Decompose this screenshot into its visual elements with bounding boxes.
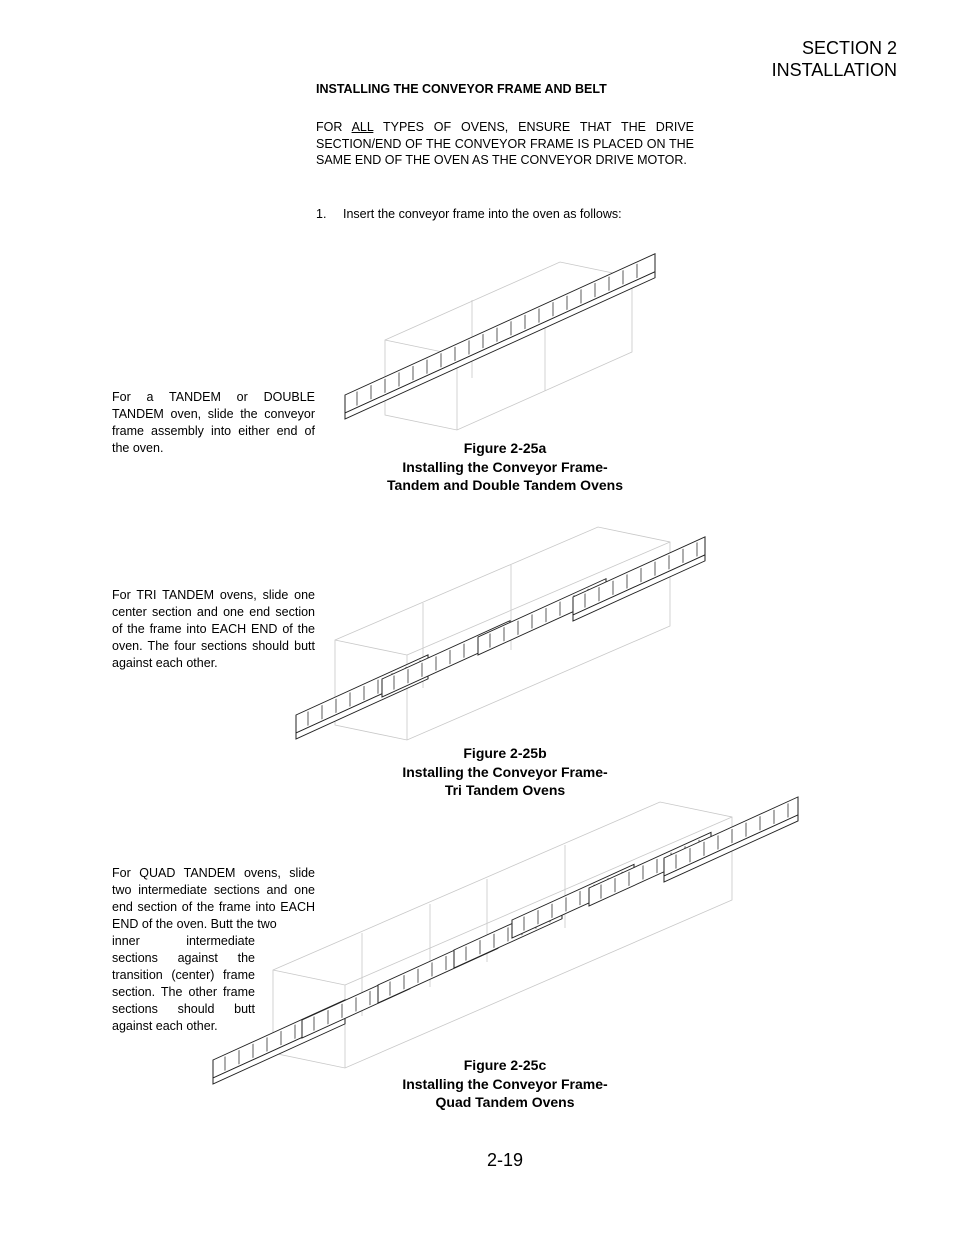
figure-caption-line: Installing the Conveyor Frame- bbox=[402, 458, 608, 475]
side-note-tri-tandem: For TRI TANDEM ovens, slide one center section and one end section of the frame into EACH END of the oven. The four sections should butt against each other. bbox=[112, 588, 315, 670]
figure-caption-line: Tandem and Double Tandem Ovens bbox=[387, 477, 623, 493]
figure-caption-line: Installing the Conveyor Frame- bbox=[402, 763, 608, 780]
figure-caption-line: Installing the Conveyor Frame- bbox=[402, 1075, 608, 1092]
figure-caption-c bbox=[335, 1056, 675, 1112]
figure-caption-a bbox=[335, 439, 675, 495]
figure-number: Figure 2-25b bbox=[463, 745, 547, 761]
figure-caption-line: Tri Tandem Ovens bbox=[444, 782, 566, 798]
side-note-quad-tandem bbox=[112, 865, 315, 1035]
page-heading: INSTALLING THE CONVEYOR FRAME AND BELT bbox=[316, 82, 607, 96]
figure-number: Figure 2-25a bbox=[463, 440, 547, 456]
figure-number: Figure 2-25c bbox=[463, 1057, 547, 1073]
figure-caption-line: Quad Tandem Ovens bbox=[435, 1094, 575, 1110]
figure-b-illustration bbox=[296, 527, 705, 740]
side-note-tandem: For a TANDEM or DOUBLE TANDEM oven, slide the conveyor frame assembly into either end of the oven. bbox=[112, 390, 315, 455]
step-number: 1. bbox=[316, 207, 327, 221]
step-text: Insert the conveyor frame into the oven as follows: bbox=[343, 207, 622, 221]
section-number: SECTION 2 bbox=[801, 38, 897, 58]
side-note-quad-narrow: inner intermediate sections against the transition (center) frame section. The other frame sections should butt against each other. bbox=[112, 934, 255, 1033]
section-title: INSTALLATION bbox=[771, 60, 897, 80]
intro-part-2: TYPES OF OVENS, ENSURE THAT THE DRIVE SECTION/END OF THE CONVEYOR FRAME IS PLACED ON THE SAME END OF THE OVEN AS THE CONVEYOR DRIVE MOTOR. bbox=[316, 120, 694, 167]
intro-emphasis: ALL bbox=[351, 120, 374, 134]
page-number: 2-19 bbox=[486, 1150, 524, 1170]
figure-a-illustration bbox=[345, 254, 655, 430]
figure-caption-b bbox=[335, 744, 675, 800]
intro-part-1: FOR bbox=[316, 120, 352, 134]
side-note-quad-wide: For QUAD TANDEM ovens, slide two intermediate sections and one end section of the frame into EACH END of the oven. Butt the two bbox=[112, 866, 315, 931]
